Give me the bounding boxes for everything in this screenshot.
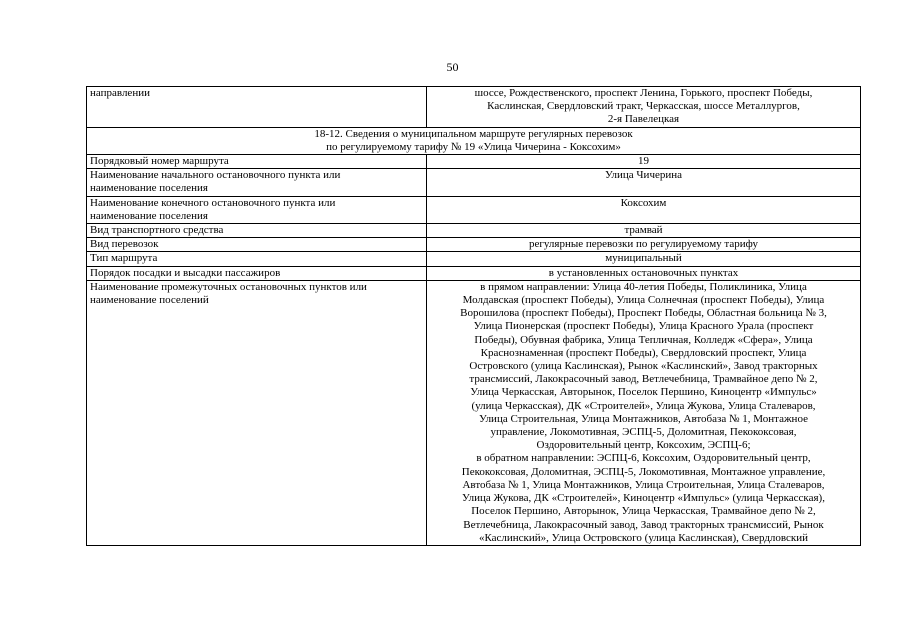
text-line: по регулируемому тарифу № 19 «Улица Чичерина - Коксохим» bbox=[326, 140, 621, 153]
row-label: Порядковый номер маршрута bbox=[87, 155, 427, 169]
text-line: Наименование конечного остановочного пункта или bbox=[90, 196, 336, 209]
text-line: трансмиссий, Лакокрасочный завод, Ветлечебница, Трамвайное депо № 2, bbox=[469, 373, 818, 386]
text-line: Ветлечебница, Лакокрасочный завод, Завод тракторных трансмиссий, Рынок bbox=[463, 518, 824, 531]
row-label: Вид перевозок bbox=[87, 238, 427, 252]
row-label: Вид транспортного средства bbox=[87, 224, 427, 238]
row-value: муниципальный bbox=[427, 252, 861, 266]
row-label bbox=[87, 169, 427, 196]
row-value: регулярные перевозки по регулируемому тарифу bbox=[427, 238, 861, 252]
text-line: Краснознаменная (проспект Победы), Свердловский проспект, Улица bbox=[480, 346, 807, 359]
table-row bbox=[87, 224, 861, 238]
text-line: Оздоровительный центр, Коксохим, ЭСПЦ-6; bbox=[536, 439, 751, 452]
table-row bbox=[87, 155, 861, 169]
text-line: 18-12. Сведения о муниципальном маршруте регулярных перевозок bbox=[314, 127, 633, 140]
text-line: Пекококсовая, Доломитная, ЭСПЦ-5, Локомотивная, Монтажное управление, bbox=[461, 465, 826, 478]
text-line: Улица Черкасская, Авторынок, Поселок Першино, Киноцентр «Импульс» bbox=[470, 386, 817, 399]
text-line: в прямом направлении: Улица 40-летия Победы, Поликлиника, Улица bbox=[480, 280, 807, 293]
stops-label bbox=[87, 280, 427, 545]
stops-value bbox=[427, 280, 861, 545]
text-line: Победы), Обувная фабрика, Улица Тепличная, Колледж «Сфера», Улица bbox=[474, 333, 813, 346]
text-line: наименование поселения bbox=[90, 209, 208, 222]
text-line: Поселок Першино, Авторынок, Улица Черкасская, Трамвайное депо № 2, bbox=[471, 505, 816, 518]
continued-row-value bbox=[427, 87, 861, 128]
row-label bbox=[87, 196, 427, 223]
continued-row-label: направлении bbox=[87, 87, 427, 128]
text-line: Улица Пионерская (проспект Победы), Улица Красного Урала (проспект bbox=[473, 320, 814, 333]
row-value: трамвай bbox=[427, 224, 861, 238]
table-row bbox=[87, 238, 861, 252]
text-line: «Каслинский», Улица Островского (улица Каслинская), Свердловский bbox=[478, 531, 809, 544]
route-info-table bbox=[86, 86, 861, 546]
section-title bbox=[87, 127, 861, 154]
row-label: Тип маршрута bbox=[87, 252, 427, 266]
row-value: Коксохим bbox=[427, 196, 861, 223]
row-value: 19 bbox=[427, 155, 861, 169]
row-value: Улица Чичерина bbox=[427, 169, 861, 196]
table-row bbox=[87, 169, 861, 196]
table-row bbox=[87, 196, 861, 223]
text-line: управление, Локомотивная, ЭСПЦ-5, Доломитная, Пекококсовая, bbox=[490, 426, 797, 439]
text-line: Ворошилова (проспект Победы), Проспект Победы, Областная больница № 3, bbox=[460, 307, 827, 320]
text-line: наименование поселения bbox=[90, 182, 208, 195]
text-line: Наименование начального остановочного пункта или bbox=[90, 169, 341, 182]
section-header-row bbox=[87, 127, 861, 154]
text-line: Молдавская (проспект Победы), Улица Солнечная (проспект Победы), Улица bbox=[462, 294, 825, 307]
text-line: Каслинская, Свердловский тракт, Черкасская, шоссе Металлургов, bbox=[487, 100, 800, 113]
table-row bbox=[87, 266, 861, 280]
table-row bbox=[87, 280, 861, 545]
table-row bbox=[87, 252, 861, 266]
row-label: Порядок посадки и высадки пассажиров bbox=[87, 266, 427, 280]
table-row bbox=[87, 87, 861, 128]
text-line: Улица Строительная, Улица Монтажников, Автобаза № 1, Монтажное bbox=[479, 412, 808, 425]
text-line: Автобаза № 1, Улица Монтажников, Улица Строительная, Улица Сталеваров, bbox=[462, 478, 825, 491]
text-line: Наименование промежуточных остановочных пунктов или bbox=[90, 280, 367, 293]
row-value: в установленных остановочных пунктах bbox=[427, 266, 861, 280]
page-number: 50 bbox=[446, 60, 459, 74]
text-line: шоссе, Рождественского, проспект Ленина, Горького, проспект Победы, bbox=[474, 87, 813, 99]
text-line: в обратном направлении: ЭСПЦ-6, Коксохим, Оздоровительный центр, bbox=[476, 452, 811, 465]
text-line: Островского (улица Каслинская), Рынок «Каслинский», Завод тракторных bbox=[469, 360, 818, 373]
text-line: (улица Черкасская), ДК «Строителей», Улица Жукова, Улица Сталеваров, bbox=[471, 399, 816, 412]
text-line: Улица Жукова, ДК «Строителей», Киноцентр «Импульс» (улица Черкасская), bbox=[462, 492, 825, 505]
text-line: 2-я Павелецкая bbox=[607, 113, 680, 126]
text-line: наименование поселений bbox=[90, 294, 209, 307]
